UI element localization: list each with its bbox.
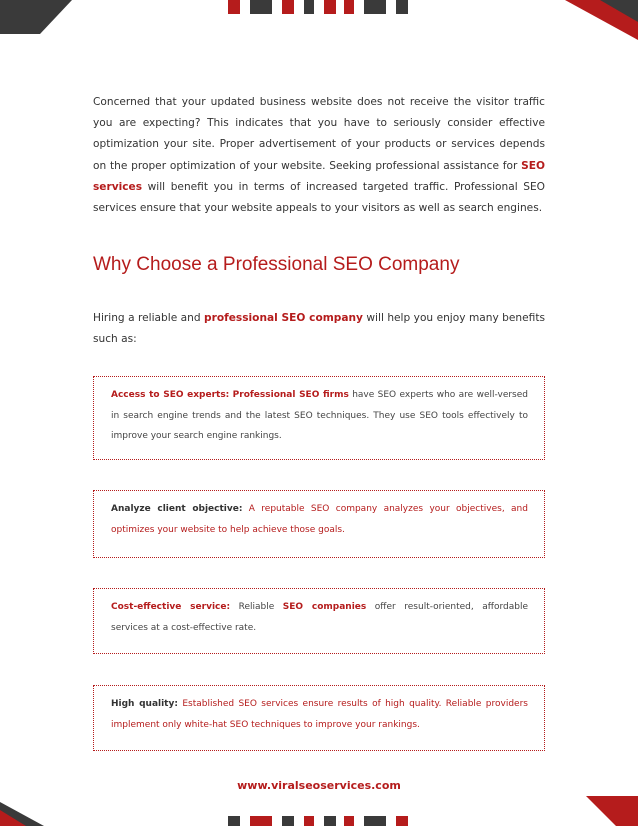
lead-paragraph [93, 308, 545, 350]
footer-stripes [0, 796, 638, 826]
intro-text-end: will benefit you in terms of increased targeted traffic. Professional SEO services ensure that your website appeals to your visitors as well as search engines. [93, 180, 545, 215]
lead-text-end: will help you enjoy many benefits such as: [93, 312, 546, 345]
footer-url[interactable]: www.viralseoservices.com [237, 779, 401, 792]
intro-paragraph [93, 92, 545, 219]
benefit-pre-text: Reliable [238, 602, 283, 612]
benefit-box-high-quality [93, 685, 545, 751]
intro-text-start: Concerned that your updated business website does not receive the visitor traffic you are expecting? This indicates that you have to seriously consider effective optimization your site. Proper advertisement of your products or services depends on the proper optimization of your website. Seeking professional assistance for [93, 96, 545, 172]
professional-seo-firms-link[interactable]: Professional SEO firms [232, 390, 349, 400]
section-heading: Why Choose a Professional SEO Company [93, 254, 460, 275]
benefit-term: Access to SEO experts: [111, 390, 230, 400]
benefit-description: Established SEO services ensure results of high quality. Reliable providers implement only white-hat SEO techniques to improve your rankings. [111, 699, 528, 730]
benefit-term: Cost-effective service: [111, 602, 231, 612]
seo-services-link[interactable]: SEO services [93, 159, 545, 193]
professional-seo-company-link[interactable]: professional SEO company [204, 312, 363, 324]
benefit-term: High quality: [111, 699, 178, 709]
benefit-box-seo-experts [93, 376, 545, 460]
seo-companies-link[interactable]: SEO companies [282, 602, 367, 612]
benefit-box-cost-effective [93, 588, 545, 654]
lead-text-start: Hiring a reliable and [93, 312, 205, 324]
benefit-description: have SEO experts who are well-versed in search engine trends and the latest SEO techniques. They use SEO tools effectively to improve your search engine rankings. [111, 390, 528, 441]
header-stripes [0, 0, 638, 40]
benefit-box-client-objective [93, 490, 545, 558]
benefit-description: A reputable SEO company analyzes your objectives, and optimizes your website to help achieve those goals. [111, 504, 528, 535]
benefit-term: Analyze client objective: [111, 504, 243, 514]
benefit-description: offer result-oriented, affordable services at a cost-effective rate. [111, 602, 528, 633]
